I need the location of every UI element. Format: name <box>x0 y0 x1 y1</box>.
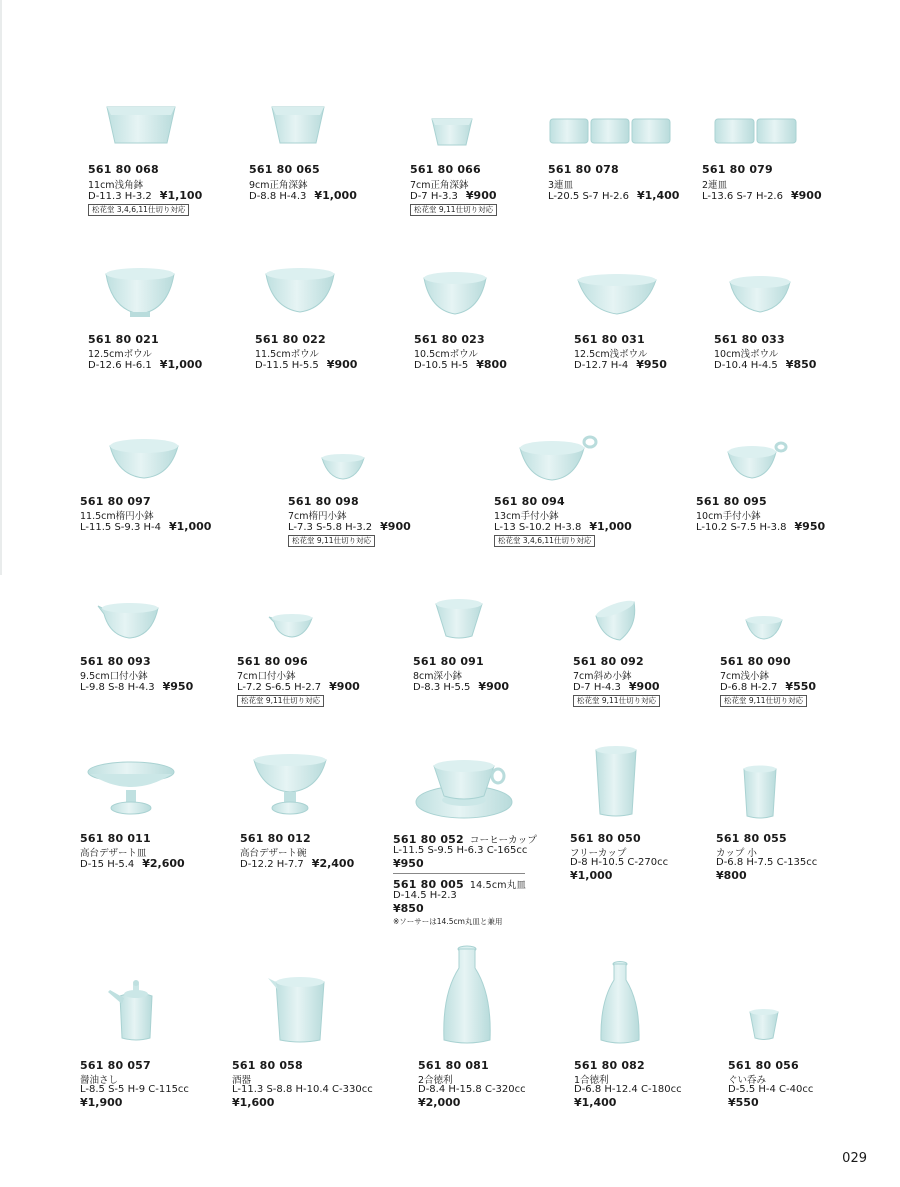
square-deep-bowl-small-image <box>430 115 474 149</box>
product-price: ¥900 <box>329 680 360 693</box>
product-name: 7cm浅小鉢 <box>720 671 770 682</box>
product-code: 561 80 065 <box>249 163 320 176</box>
product-code: 561 80 057 <box>80 1059 151 1072</box>
spouted-bowl-7-image <box>268 612 314 640</box>
tokkuri-1go-image <box>598 960 642 1046</box>
product-code: 561 80 021 <box>88 333 159 346</box>
square-deep-bowl-image <box>270 103 326 147</box>
product-dimensions: L-11.5 S-9.3 H-4 ¥1,000 <box>80 520 212 533</box>
product-name: 11.5cm楕円小鉢 <box>80 511 154 522</box>
product-name: 11cm浅角鉢 <box>88 180 144 191</box>
product-price: ¥950 <box>636 358 667 371</box>
shallow-bowl-12-5-image <box>576 272 658 318</box>
product-dimensions: D-6.8 H-2.7 ¥550 <box>720 680 817 693</box>
product-code: 561 80 031 <box>574 333 645 346</box>
product-code: 561 80 033 <box>714 333 785 346</box>
product-dimensions: D-11.5 H-5.5 ¥900 <box>255 358 358 371</box>
product-dimensions: D-10.5 H-5 ¥800 <box>414 358 507 371</box>
double-dish-image <box>713 113 799 147</box>
product-code: 561 80 091 <box>413 655 484 668</box>
product-price: ¥850 <box>785 358 817 371</box>
product-price: ¥900 <box>790 189 822 202</box>
product-code: 561 80 050 <box>570 832 641 845</box>
footed-dessert-bowl-image <box>252 752 328 818</box>
product-code: 561 80 092 <box>573 655 644 668</box>
shokado-compat-tag: 松花堂 9,11仕切り対応 <box>573 695 660 707</box>
shallow-small-bowl-image <box>744 614 784 642</box>
page-edge-rule <box>0 0 2 575</box>
product-code: 561 80 066 <box>410 163 481 176</box>
product-price: ¥850 <box>393 902 424 915</box>
product-name: 3連皿 <box>548 180 574 191</box>
bowl-10-5-image <box>422 270 488 320</box>
product-code: 561 80 094 <box>494 495 565 508</box>
product-code: 561 80 082 <box>574 1059 645 1072</box>
footed-dessert-plate-image <box>86 760 176 818</box>
product-name: 8cm深小鉢 <box>413 671 463 682</box>
product-dimensions: D-6.8 H-7.5 C-135cc <box>716 857 818 868</box>
product-dimensions: D-8.8 H-4.3 ¥1,000 <box>249 189 357 202</box>
product-price: ¥1,000 <box>314 189 357 202</box>
product-price: ¥2,400 <box>311 857 355 870</box>
product-dimensions: L-9.8 S-8 H-4.3 ¥950 <box>80 680 194 693</box>
shokado-compat-tag: 松花堂 9,11仕切り対応 <box>288 535 375 547</box>
product-price: ¥1,000 <box>159 358 203 371</box>
product-dimensions: D-11.3 H-3.2 ¥1,100 <box>88 189 203 202</box>
product-code: 561 80 097 <box>80 495 151 508</box>
soy-sauce-pot-image <box>106 978 164 1042</box>
product-dimensions: L-20.5 S-7 H-2.6 ¥1,400 <box>548 189 680 202</box>
product-name: 14.5cm丸皿 <box>469 880 527 891</box>
product-name: 2合徳利 <box>418 1075 453 1086</box>
product-name: 13cm手付小鉢 <box>494 511 559 522</box>
product-code: 561 80 096 <box>237 655 308 668</box>
product-price: ¥900 <box>628 680 660 693</box>
product-price: ¥1,400 <box>574 1096 617 1109</box>
product-code: 561 80 022 <box>255 333 326 346</box>
product-dimensions: L-11.3 S-8.8 H-10.4 C-330cc <box>232 1084 373 1095</box>
product-dimensions: D-12.7 H-4 ¥950 <box>574 358 667 371</box>
product-price: ¥550 <box>728 1096 759 1109</box>
spouted-bowl-9-5-image <box>96 600 162 642</box>
oval-bowl-7-image <box>320 452 366 482</box>
product-price: ¥1,400 <box>636 189 680 202</box>
product-dimensions: D-15 H-5.4 ¥2,600 <box>80 857 185 870</box>
handled-bowl-10-image <box>726 440 788 482</box>
product-code: 561 80 012 <box>240 832 311 845</box>
tokkuri-2go-image <box>440 944 494 1046</box>
product-name: 9.5cm口付小鉢 <box>80 671 148 682</box>
product-code: 561 80 056 <box>728 1059 799 1072</box>
product-name: 10cm手付小鉢 <box>696 511 761 522</box>
product-name: 12.5cmボウル <box>88 349 152 360</box>
product-name: 12.5cm浅ボウル <box>574 349 648 360</box>
product-name: ぐい呑み <box>728 1075 767 1086</box>
small-cup-image <box>742 764 778 820</box>
product-name: 高台デザート碗 <box>240 848 307 859</box>
product-dimensions: L-11.5 S-9.5 H-6.3 C-165cc <box>393 845 528 856</box>
product-dimensions: D-12.2 H-7.7 ¥2,400 <box>240 857 355 870</box>
shokado-compat-tag: 松花堂 3,4,6,11仕切り対応 <box>494 535 595 547</box>
product-dimensions: D-7 H-3.3 ¥900 <box>410 189 497 202</box>
product-price: ¥900 <box>380 520 411 533</box>
free-cup-image <box>594 744 638 818</box>
product-code: 561 80 058 <box>232 1059 303 1072</box>
product-price: ¥800 <box>476 358 507 371</box>
product-name: 高台デザート皿 <box>80 848 147 859</box>
divider <box>393 873 525 874</box>
product-name: 7cm正角深鉢 <box>410 180 469 191</box>
saucer-note: ※ソーサーは14.5cm丸皿と兼用 <box>393 917 503 926</box>
coffee-cup-saucer-image <box>414 756 514 822</box>
product-price: ¥1,000 <box>168 520 212 533</box>
product-dimensions: D-8.3 H-5.5 ¥900 <box>413 680 510 693</box>
product-name: 2連皿 <box>702 180 728 191</box>
shokado-compat-tag: 松花堂 9,11仕切り対応 <box>237 695 324 707</box>
product-code: 561 80 055 <box>716 832 787 845</box>
triple-dish-image <box>548 113 672 147</box>
product-code: 561 80 023 <box>414 333 485 346</box>
oval-bowl-11-5-image <box>108 436 180 482</box>
product-code: 561 80 068 <box>88 163 159 176</box>
product-dimensions: D-5.5 H-4 C-40cc <box>728 1084 814 1095</box>
product-dimensions: L-7.2 S-6.5 H-2.7 ¥900 <box>237 680 360 693</box>
product-code: 561 80 093 <box>80 655 151 668</box>
product-price: ¥2,000 <box>418 1096 461 1109</box>
product-price: ¥800 <box>716 869 747 882</box>
guinomi-cup-image <box>748 1008 780 1042</box>
product-name: 9cm正角深鉢 <box>249 180 308 191</box>
product-price: ¥1,000 <box>589 520 632 533</box>
page-number: 029 <box>842 1151 867 1166</box>
product-dimensions: L-7.3 S-5.8 H-3.2 ¥900 <box>288 520 411 533</box>
product-dimensions: D-8.4 H-15.8 C-320cc <box>418 1084 526 1095</box>
product-price: ¥900 <box>465 189 497 202</box>
product-price: ¥1,900 <box>80 1096 123 1109</box>
handled-bowl-13-image <box>518 434 598 484</box>
product-price: ¥1,100 <box>159 189 203 202</box>
product-price: ¥550 <box>785 680 817 693</box>
product-name: 11.5cmボウル <box>255 349 319 360</box>
product-dimensions: D-7 H-4.3 ¥900 <box>573 680 660 693</box>
product-code: 561 80 095 <box>696 495 767 508</box>
product-price: ¥950 <box>794 520 826 533</box>
shokado-compat-tag: 松花堂 3,4,6,11仕切り対応 <box>88 204 189 216</box>
product-dimensions: L-10.2 S-7.5 H-3.8 ¥950 <box>696 520 826 533</box>
product-name: フリーカップ <box>570 848 627 859</box>
deep-small-bowl-image <box>434 598 484 644</box>
product-price: ¥1,600 <box>232 1096 275 1109</box>
product-dimensions: D-10.4 H-4.5 ¥850 <box>714 358 817 371</box>
shokado-compat-tag: 松花堂 9,11仕切り対応 <box>720 695 807 707</box>
product-dimensions: D-12.6 H-6.1 ¥1,000 <box>88 358 203 371</box>
product-code: 561 80 005 14.5cm丸皿 <box>393 878 527 891</box>
product-price: ¥950 <box>393 857 424 870</box>
product-code: 561 80 078 <box>548 163 619 176</box>
product-name: 7cm楕円小鉢 <box>288 511 347 522</box>
product-name: コーヒーカップ <box>469 835 538 846</box>
product-name: 7cm口付小鉢 <box>237 671 296 682</box>
product-code: 561 80 081 <box>418 1059 489 1072</box>
sake-pitcher-image <box>266 972 330 1044</box>
shokado-compat-tag: 松花堂 9,11仕切り対応 <box>410 204 497 216</box>
product-name: 酒器 <box>232 1075 252 1086</box>
product-name: カップ 小 <box>716 848 757 859</box>
product-code: 561 80 052 コーヒーカップ <box>393 833 538 846</box>
square-shallow-bowl-image <box>105 103 177 147</box>
product-code: 561 80 098 <box>288 495 359 508</box>
product-price: ¥900 <box>478 680 510 693</box>
product-dimensions: D-8 H-10.5 C-270cc <box>570 857 669 868</box>
product-price: ¥2,600 <box>142 857 185 870</box>
product-price: ¥900 <box>326 358 358 371</box>
product-dimensions: D-6.8 H-12.4 C-180cc <box>574 1084 682 1095</box>
product-name: 7cm斜め小鉢 <box>573 671 632 682</box>
bowl-11-5-image <box>264 266 336 318</box>
product-code: 561 80 079 <box>702 163 773 176</box>
product-name: 10cm浅ボウル <box>714 349 779 360</box>
product-price: ¥1,000 <box>570 869 613 882</box>
product-dimensions: L-13.6 S-7 H-2.6 ¥900 <box>702 189 822 202</box>
product-dimensions: L-13 S-10.2 H-3.8 ¥1,000 <box>494 520 632 533</box>
product-price: ¥950 <box>162 680 194 693</box>
product-name: 醤油さし <box>80 1075 119 1086</box>
product-dimensions: D-14.5 H-2.3 <box>393 890 457 901</box>
bowl-12-5-image <box>104 264 176 320</box>
product-code: 561 80 011 <box>80 832 151 845</box>
product-code: 561 80 090 <box>720 655 791 668</box>
product-name: 10.5cmボウル <box>414 349 478 360</box>
shallow-bowl-10-image <box>728 274 792 316</box>
slanted-bowl-image <box>594 600 640 644</box>
product-name: 1合徳利 <box>574 1075 609 1086</box>
product-dimensions: L-8.5 S-5 H-9 C-115cc <box>80 1084 189 1095</box>
